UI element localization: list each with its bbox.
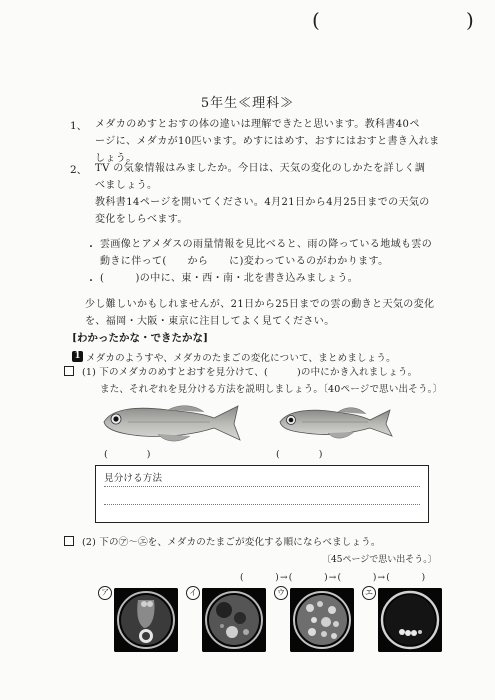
box-label: 見分ける方法 bbox=[104, 473, 163, 484]
q1-heading: メダカのようすや、メダカのたまごの変化について、まとめましょう。 bbox=[86, 353, 396, 364]
bullet-text-2 bbox=[100, 270, 358, 287]
egg-label-u: ウ bbox=[274, 586, 288, 600]
textbook-paragraph bbox=[95, 194, 430, 228]
q1-sub1-line: また、それぞれを見分ける方法を説明しましょう。〔40ページで思い出そう。〕 bbox=[100, 384, 443, 395]
textbook-line: 変化をしらべます。 bbox=[95, 214, 188, 225]
name-paren-close: ) bbox=[466, 8, 474, 32]
bullet-mark: ・ bbox=[86, 276, 96, 287]
item-1-line: しょう。 bbox=[95, 153, 137, 164]
page-title: 5年生≪理科≫ bbox=[200, 96, 295, 111]
answer-line bbox=[104, 504, 420, 505]
egg-image-u bbox=[290, 588, 354, 652]
egg-image-a bbox=[114, 588, 178, 652]
q1-sub1-text bbox=[82, 364, 442, 398]
egg-label-i: イ bbox=[186, 586, 200, 600]
item-number-1: 1、 bbox=[70, 120, 88, 132]
q2-hint: 〔45ページで思い出そう。〕 bbox=[322, 555, 437, 565]
checkbox-q1-2[interactable] bbox=[64, 536, 74, 546]
note-line: 少し難しいかもしれませんが、21日から25日までの雲の動きと天気の変化 bbox=[85, 299, 435, 310]
textbook-line: 教科書14ページを開いてください。4月21日から4月25日までの天気の bbox=[95, 197, 430, 208]
name-paren-open: ( bbox=[312, 8, 320, 32]
bullet-text-1 bbox=[100, 236, 432, 270]
note-paragraph bbox=[85, 296, 434, 330]
answer-box[interactable] bbox=[95, 465, 429, 523]
fish-label-right[interactable]: ( ) bbox=[276, 449, 323, 460]
q1-sub1-line: (1) 下のメダカのめすとおすを見分けて、( )の中にかき入れましょう。 bbox=[82, 367, 418, 378]
medaka-fish-left bbox=[98, 398, 244, 446]
order-answer-blanks[interactable]: ( )→( )→( )→( ) bbox=[240, 573, 427, 583]
egg-image-i bbox=[202, 588, 266, 652]
item-2-line: TV の気象情報はみましたか。今日は、天気の変化のしかたを詳しく調 bbox=[95, 163, 426, 174]
checkbox-q1-1[interactable] bbox=[64, 366, 74, 376]
medaka-fish-right bbox=[276, 402, 394, 444]
egg-image-e bbox=[378, 588, 442, 652]
note-line: を、福岡・大阪・東京に注目してよく見てください。 bbox=[85, 316, 335, 327]
egg-label-a: ア bbox=[98, 586, 112, 600]
bullet-1-line: 雲画像とアメダスの雨量情報を見比べると、雨の降っている地域も雲の bbox=[100, 239, 433, 250]
egg-label-e: エ bbox=[362, 586, 376, 600]
answer-line bbox=[104, 486, 420, 487]
q2-text: (2) 下の㋐〜㋓を、メダカのたまごが変化する順にならべましょう。 bbox=[82, 537, 381, 548]
item-2-line: べましょう。 bbox=[95, 180, 158, 191]
item-number-2: 2、 bbox=[70, 164, 88, 176]
section-tag: [わかったかな・できたかな] bbox=[72, 332, 208, 344]
bullet-mark: ・ bbox=[86, 242, 96, 253]
fish-label-left[interactable]: ( ) bbox=[104, 449, 151, 460]
item-text-2 bbox=[95, 160, 425, 194]
bullet-1-line: 動きに伴って( から に)変わっているのがわかります。 bbox=[100, 256, 389, 267]
question-number-badge: 1 bbox=[72, 351, 83, 362]
item-1-line: メダカのめすとおすの体の違いは理解できたと思います。教科書40ペ bbox=[95, 119, 420, 130]
item-1-line: ージに、メダカが10匹います。めすにはめす、おすにはおすと書き入れま bbox=[95, 136, 440, 147]
bullet-2-line: ( )の中に、東・西・南・北を書き込みましょう。 bbox=[100, 273, 359, 284]
